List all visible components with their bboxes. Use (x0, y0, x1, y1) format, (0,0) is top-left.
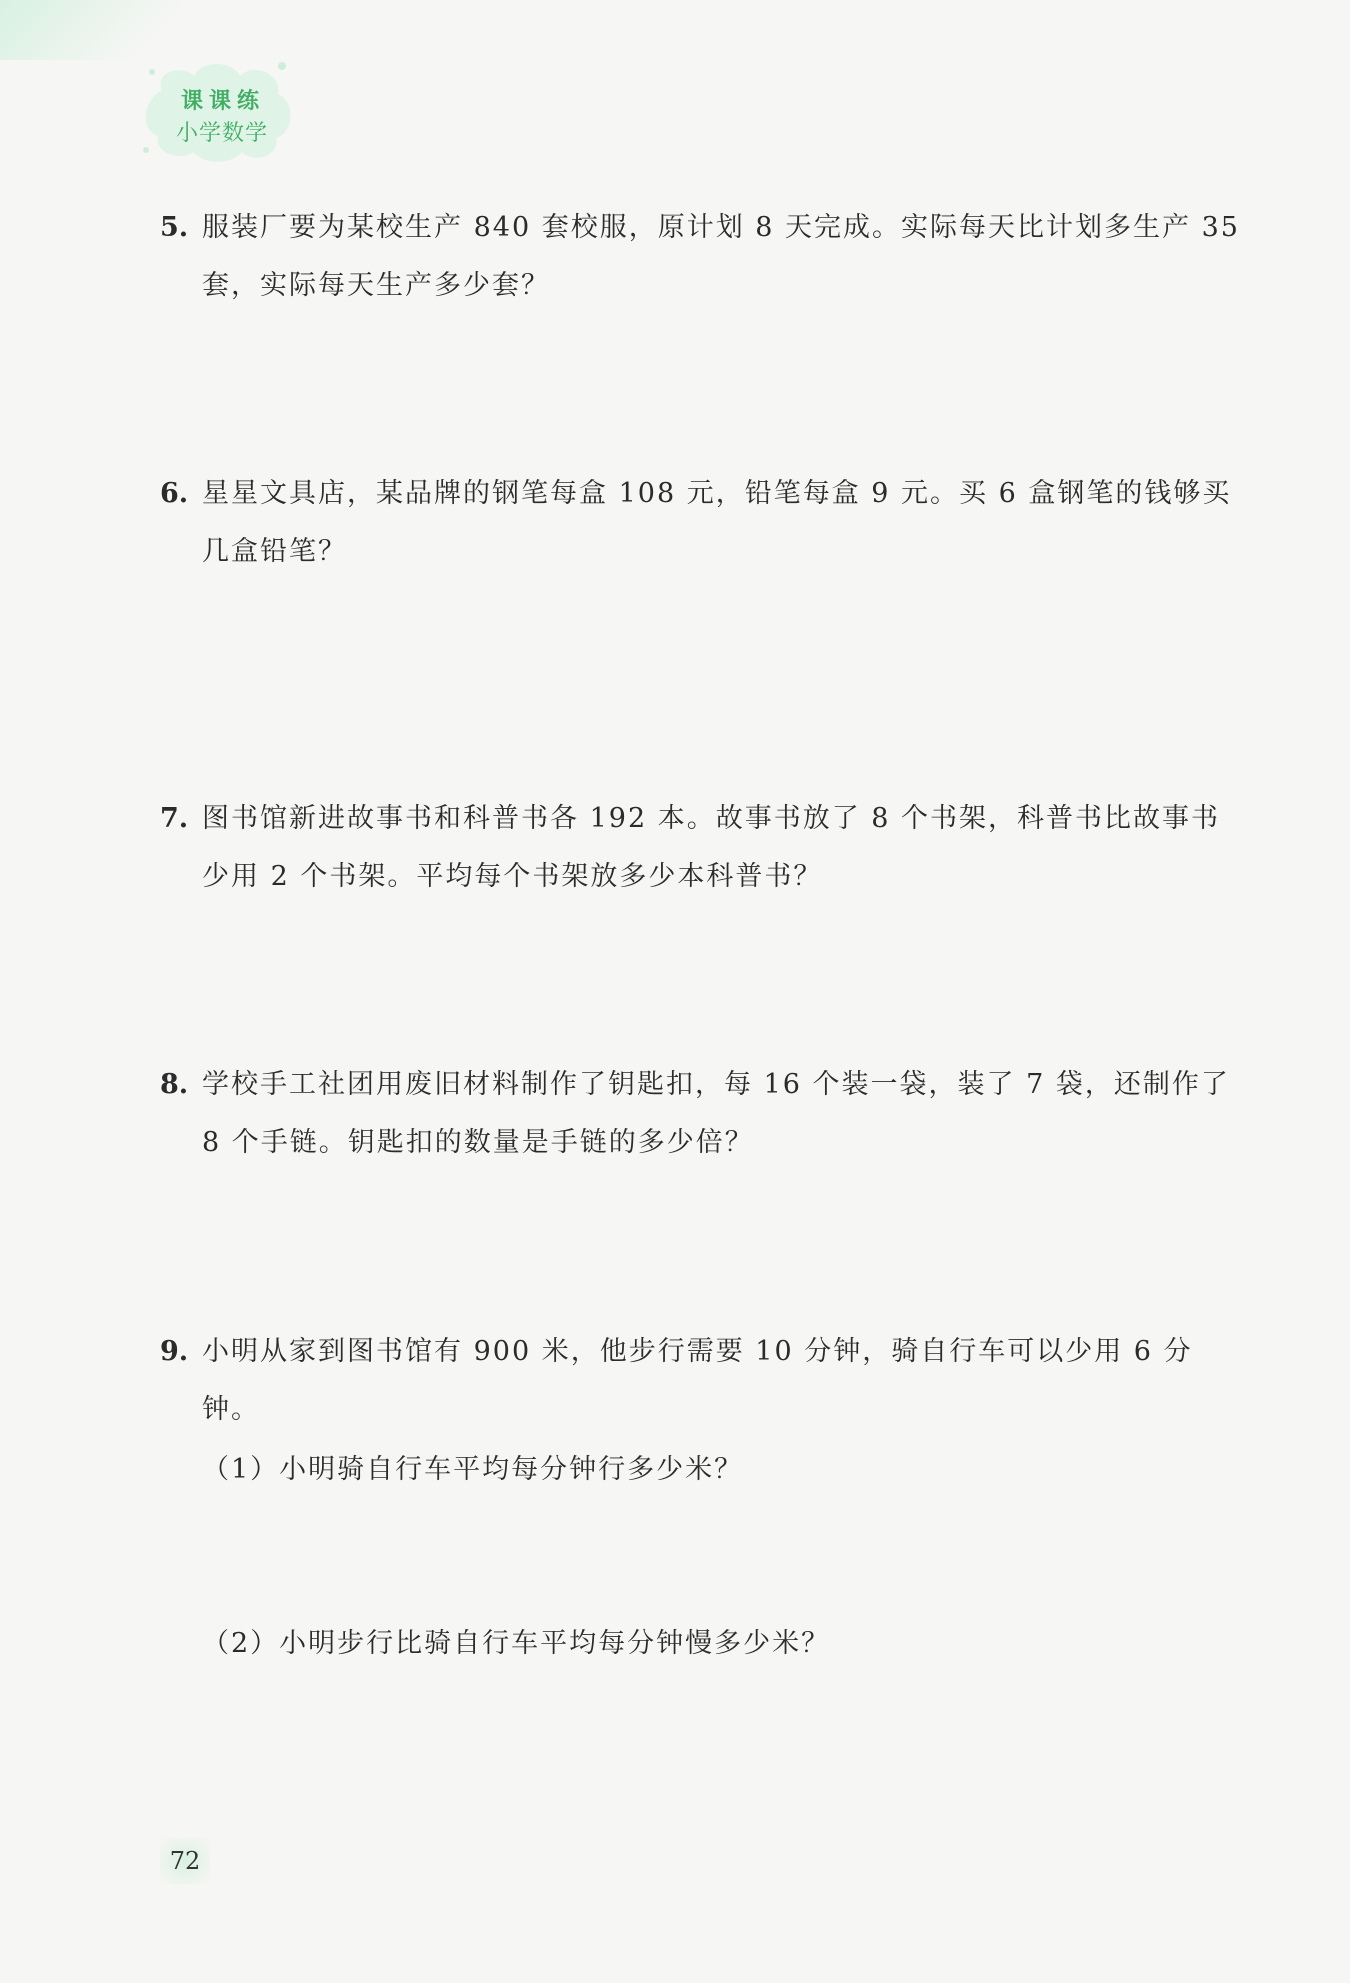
problem-7 (160, 790, 1240, 906)
problem-text: 小明从家到图书馆有 900 米，他步行需要 10 分钟，骑自行车可以少用 6 分钟。 (202, 1336, 1193, 1425)
problem-5 (160, 199, 1240, 315)
problem-9-part-1: （1）小明骑自行车平均每分钟行多少米？ (202, 1454, 744, 1485)
problem-6 (160, 465, 1240, 581)
problem-8 (160, 1056, 1240, 1172)
problem-9 (160, 1323, 1240, 1439)
problem-number: 8. (160, 1069, 189, 1100)
problem-number: 5. (160, 212, 189, 243)
badge-subtitle: 小学数学 (175, 121, 268, 146)
problem-text: 图书馆新进故事书和科普书各 192 本。故事书放了 8 个书架，科普书比故事书少用 2 个书架。平均每个书架放多少本科普书？ (202, 803, 1221, 892)
badge-title: 课课练 (180, 89, 265, 114)
corner-decoration (0, 0, 180, 60)
problem-text: 星星文具店，某品牌的钢笔每盒 108 元，铅笔每盒 9 元。买 6 盒钢笔的钱够买几盒铅笔？ (202, 478, 1232, 567)
problem-number: 7. (160, 803, 189, 834)
series-badge (132, 52, 300, 172)
page-number: 72 (160, 1838, 210, 1884)
problem-number: 9. (160, 1336, 189, 1367)
problem-text: 服装厂要为某校生产 840 套校服，原计划 8 天完成。实际每天比计划多生产 35 套，实际每天生产多少套？ (202, 212, 1240, 301)
problem-text: 学校手工社团用废旧材料制作了钥匙扣，每 16 个装一袋，装了 7 袋，还制作了 8 个手链。钥匙扣的数量是手链的多少倍？ (202, 1069, 1230, 1158)
problem-9-part-2: （2）小明步行比骑自行车平均每分钟慢多少米？ (202, 1628, 831, 1659)
problem-number: 6. (160, 478, 189, 509)
